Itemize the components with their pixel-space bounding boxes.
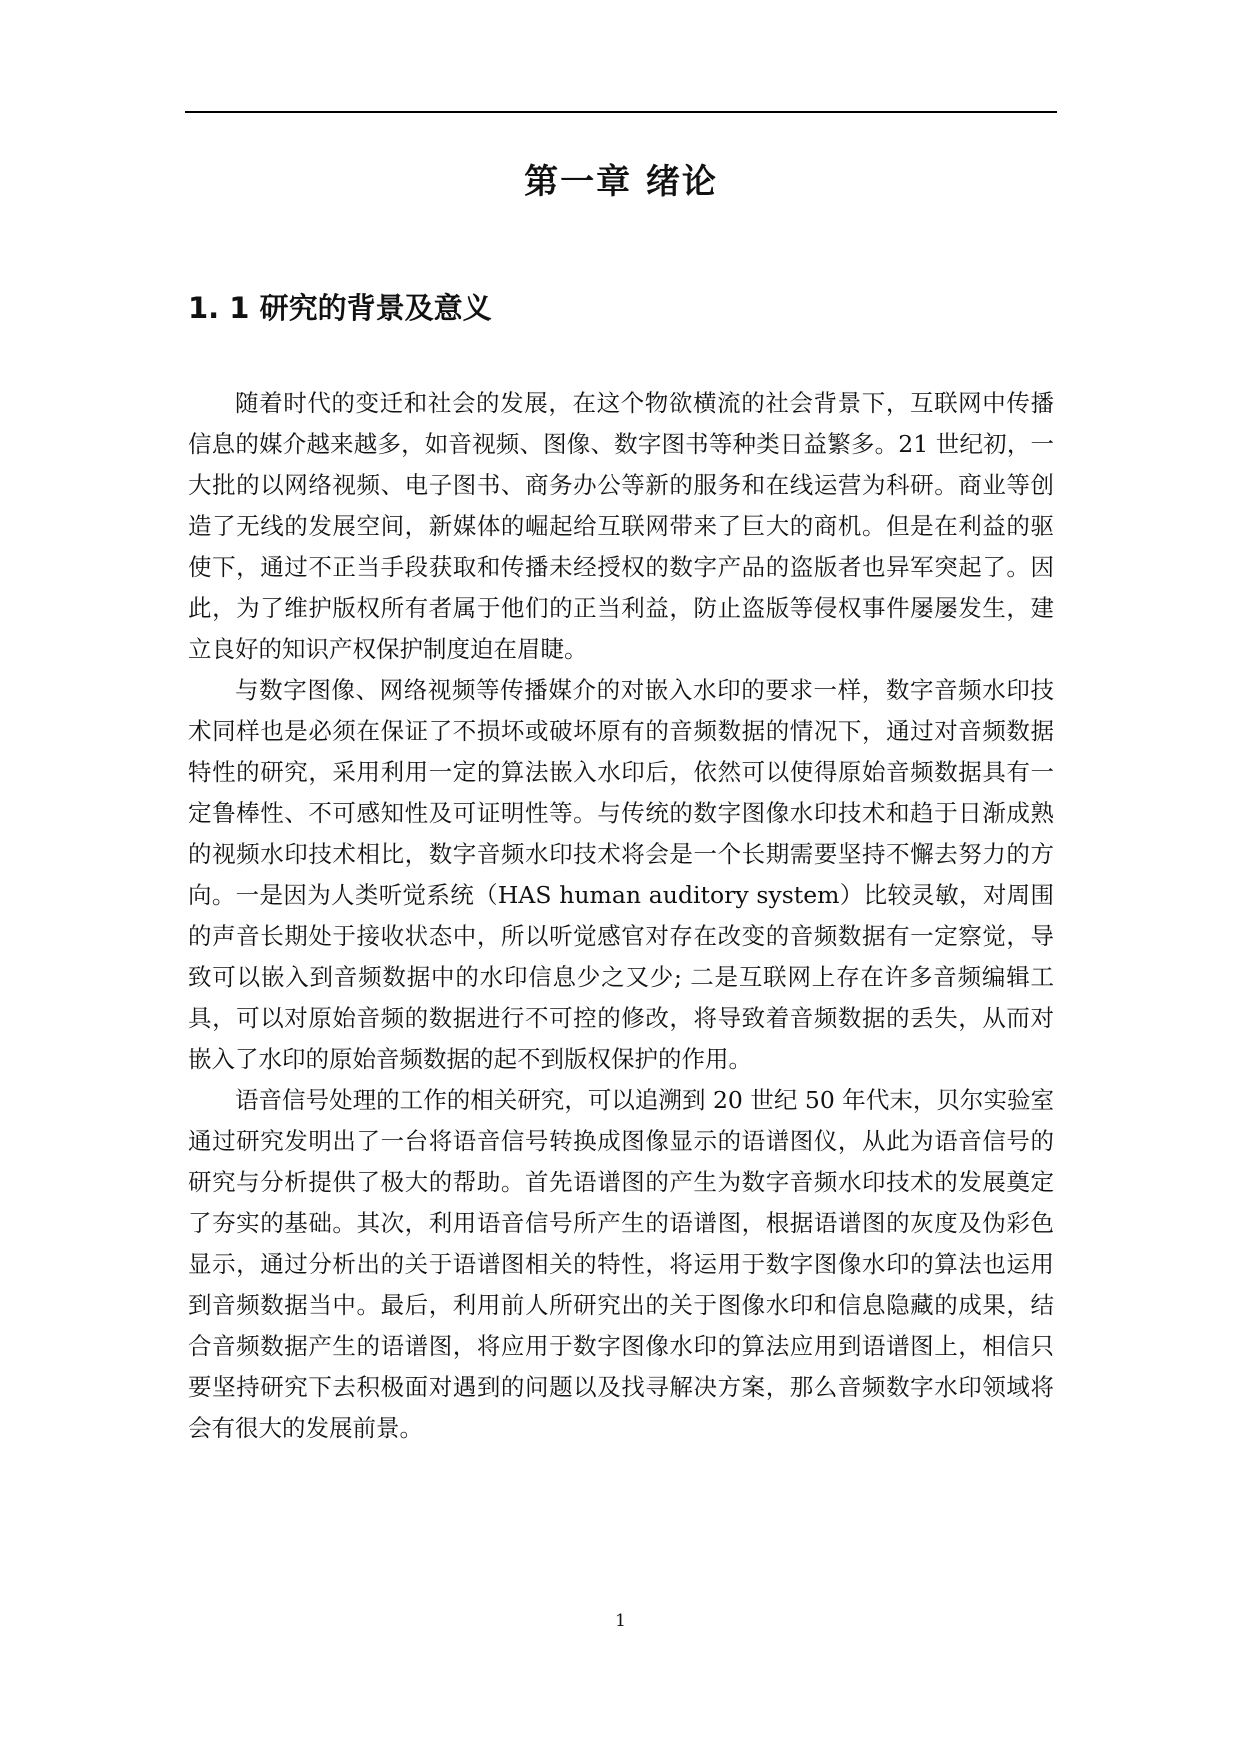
header-rule [185, 111, 1057, 113]
paragraph-audio-watermark: 与数字图像、网络视频等传播媒介的对嵌入水印的要求一样，数字音频水印技术同样也是必须在保证了不损坏或破坏原有的音频数据的情况下，通过对音频数据特性的研究，采用利用一定的算法嵌入水印后，依然可以使得原始音频数据具有一定鲁棒性、不可感知性及可证明性等。与传统的数字图像水印技术和趋于日渐成熟的视频水印技术相比，数字音频水印技术将会是一个长期需要坚持不懈去努力的方向。一是因为人类听觉系统（HAS human auditory system）比较灵敏，对周围的声音长期处于接收状态中，所以听觉感官对存在改变的音频数据有一定察觉，导致可以嵌入到音频数据中的水印信息少之又少; 二是互联网上存在许多音频编辑工具，可以对原始音频的数据进行不可控的修改，将导致着音频数据的丢失，从而对嵌入了水印的原始音频数据的起不到版权保护的作用。 [188, 676, 1054, 1073]
body-text [188, 383, 1054, 1449]
page-number: 1 [615, 1611, 626, 1631]
chapter-title: 第一章 绪论 [524, 162, 718, 202]
paragraph-spectrogram: 语音信号处理的工作的相关研究，可以追溯到 20 世纪 50 年代末，贝尔实验室通过研究发明出了一台将语音信号转换成图像显示的语谱图仪，从此为语音信号的研究与分析提供了极大的帮助。首先语谱图的产生为数字音频水印技术的发展奠定了夯实的基础。其次，利用语音信号所产生的语谱图，根据语谱图的灰度及伪彩色显示，通过分析出的关于语谱图相关的特性，将运用于数字图像水印的算法也运用到音频数据当中。最后，利用前人所研究出的关于图像水印和信息隐藏的成果，结合音频数据产生的语谱图，将应用于数字图像水印的算法应用到语谱图上，相信只要坚持研究下去积极面对遇到的问题以及找寻解决方案，那么音频数字水印领域将会有很大的发展前景。 [188, 1086, 1054, 1442]
paragraph-background: 随着时代的变迁和社会的发展，在这个物欲横流的社会背景下，互联网中传播信息的媒介越来越多，如音视频、图像、数字图书等种类日益繁多。21 世纪初，一大批的以网络视频、电子图书、商务办公等新的服务和在线运营为科研。商业等创造了无线的发展空间，新媒体的崛起给互联网带来了巨大的商机。但是在利益的驱使下，通过不正当手段获取和传播未经授权的数字产品的盗版者也异军突起了。因此，为了维护版权所有者属于他们的正当利益，防止盗版等侵权事件屡屡发生，建立良好的知识产权保护制度迫在眉睫。 [188, 389, 1054, 663]
section-heading: 1. 1 研究的背景及意义 [188, 291, 492, 325]
